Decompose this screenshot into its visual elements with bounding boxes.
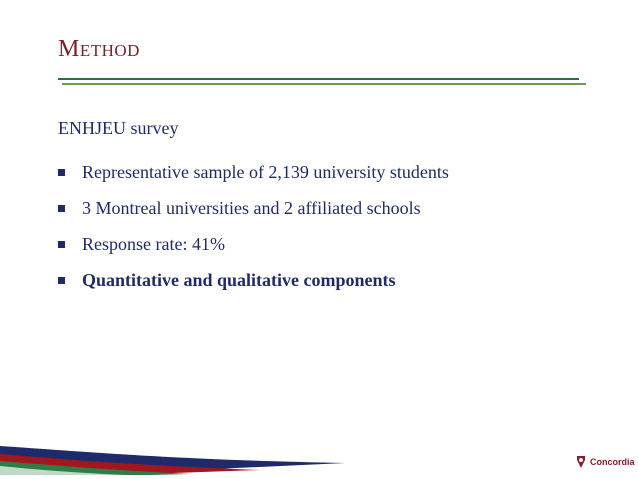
title-underline <box>58 78 579 80</box>
slide-title: Method <box>58 36 140 62</box>
bullet-square-icon <box>58 205 65 212</box>
title-underline-secondary <box>62 83 586 85</box>
bullet-text: Response rate: 41% <box>82 234 225 254</box>
bullet-item <box>58 159 618 185</box>
bullet-item <box>58 231 618 257</box>
bullet-text: Quantitative and qualitative components <box>82 270 396 290</box>
bullet-square-icon <box>58 241 65 248</box>
footer-wave-decoration <box>0 430 638 479</box>
bullet-square-icon <box>58 169 65 176</box>
bullet-text: Representative sample of 2,139 university students <box>82 162 449 182</box>
bullet-square-icon <box>58 277 65 284</box>
bullet-text: 3 Montreal universities and 2 affiliated schools <box>82 198 421 218</box>
bullet-list <box>58 159 618 293</box>
section-heading: ENHJEU survey <box>58 118 179 138</box>
slide-content <box>58 118 618 303</box>
bullet-item-emphasized <box>58 267 618 293</box>
concordia-logo <box>575 453 635 471</box>
bullet-item <box>58 195 618 221</box>
logo-text: Concordia <box>590 457 635 467</box>
concordia-logo-mark <box>575 455 587 469</box>
